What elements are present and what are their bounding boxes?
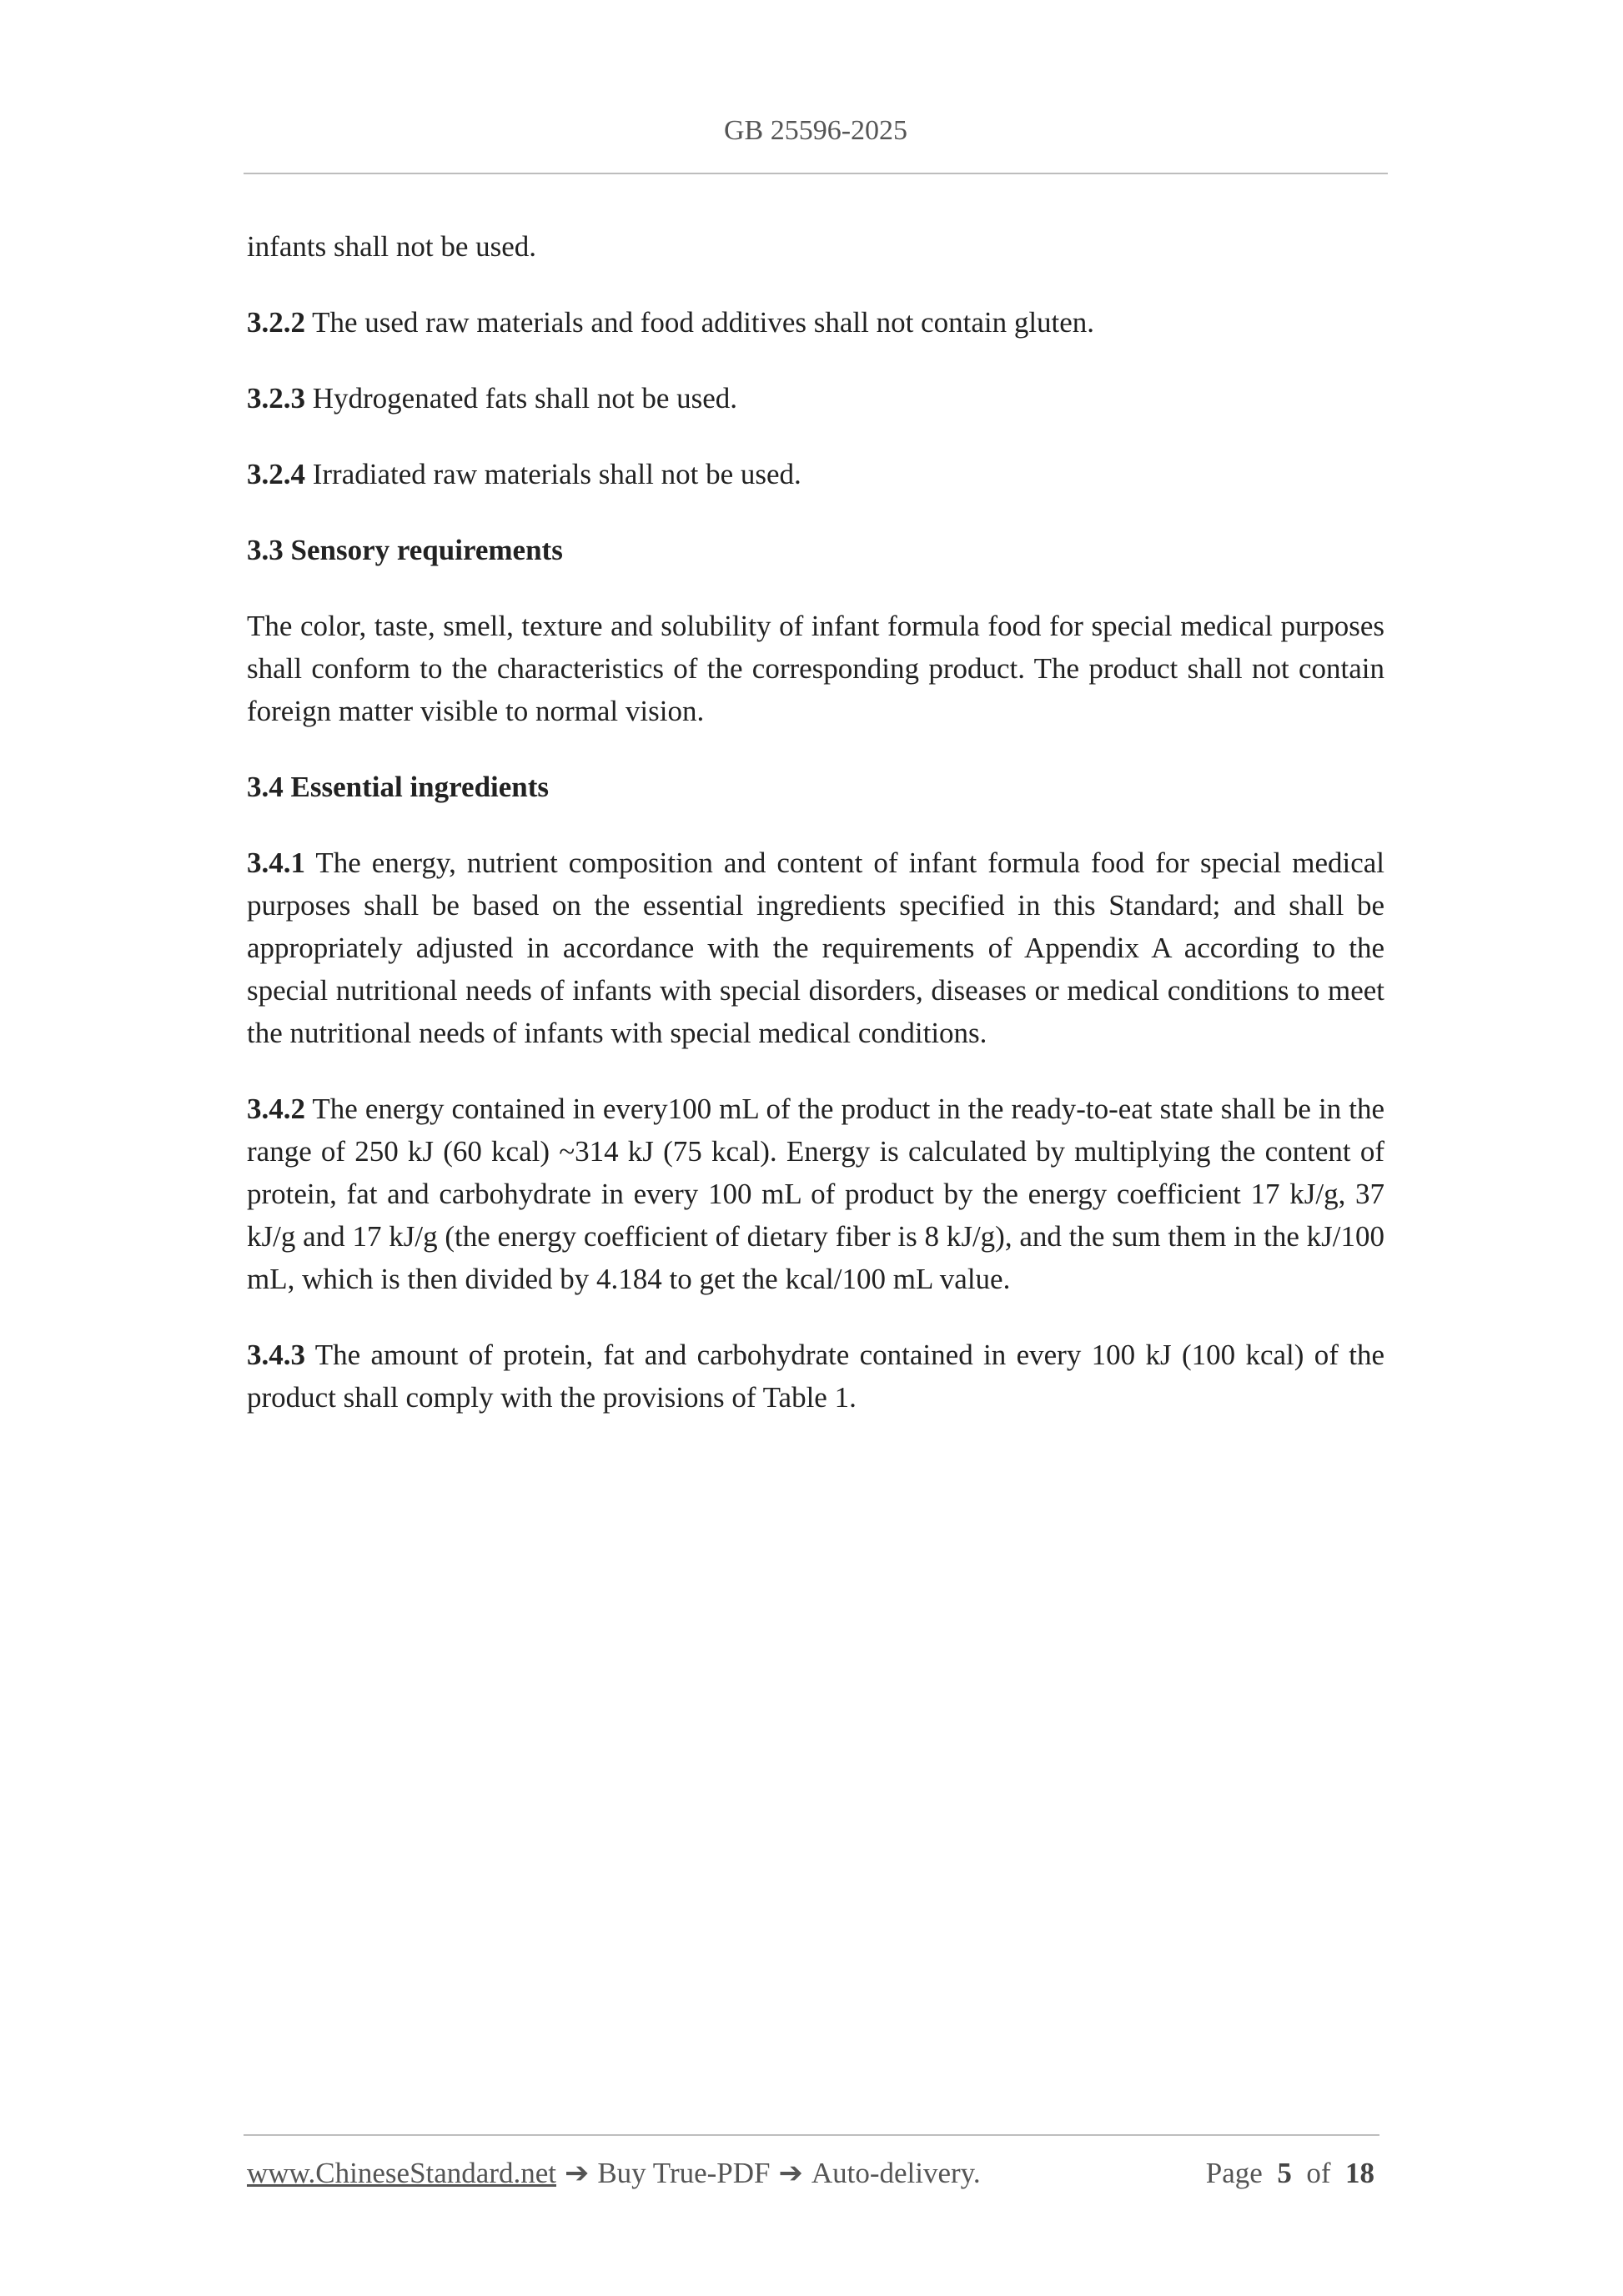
document-id-header: GB 25596-2025 xyxy=(723,115,908,146)
footer-promo xyxy=(247,2157,981,2190)
clause-number: 3.4.2 xyxy=(247,1093,305,1125)
clause-text: The used raw materials and food additives shall not contain gluten. xyxy=(305,306,1095,339)
clause-text: The energy, nutrient composition and content of infant formula food for special medical purposes shall be based on the essential ingredients specified in this Standard; and shall be appropriately adjusted in accordance with the requirements of Appendix A according to the special nutritional needs of infants with special disorders, diseases or medical conditions to meet the nutritional needs of infants with special medical conditions. xyxy=(247,847,1384,1049)
clause-number: 3.2.4 xyxy=(247,458,305,490)
page-label: Page xyxy=(1205,2157,1263,2189)
page-number xyxy=(1206,2157,1374,2190)
buy-true-pdf-text: Buy True-PDF xyxy=(597,2157,771,2189)
website-link[interactable]: www.ChineseStandard.net xyxy=(247,2157,556,2189)
page-current: 5 xyxy=(1277,2157,1292,2189)
clause-text: Irradiated raw materials shall not be used. xyxy=(305,458,801,490)
clause-3-2-4 xyxy=(247,453,1384,495)
auto-delivery-text: Auto-delivery. xyxy=(811,2157,981,2189)
clause-3-4-3 xyxy=(247,1334,1384,1419)
paragraph-continuation: infants shall not be used. xyxy=(247,230,537,263)
clause-text: The energy contained in every100 mL of the product in the ready-to-eat state shall be in the range of 250 kJ (60 kcal) ~314 kJ (75 kcal). Energy is calculated by multiplying the content of protein, fat and carbohydrate in every 100 mL of product by the energy coefficient 17 kJ/g, 37 kJ/g and 17 kJ/g (the energy coefficient of dietary fiber is 8 kJ/g), and the sum them in the kJ/100 mL, which is then divided by 4.184 to get the kcal/100 mL value. xyxy=(247,1093,1384,1295)
section-heading-sensory: 3.3 Sensory requirements xyxy=(247,534,563,566)
section-heading-essential-ingredients: 3.4 Essential ingredients xyxy=(247,771,550,803)
clause-text: Hydrogenated fats shall not be used. xyxy=(305,382,738,414)
clause-text: The amount of protein, fat and carbohydrate contained in every 100 kJ (100 kcal) of the product shall comply with the provisions of Table 1. xyxy=(247,1339,1384,1414)
clause-3-4-2 xyxy=(247,1088,1384,1300)
sensory-paragraph: The color, taste, smell, texture and solubility of infant formula food for special medical purposes shall conform to the characteristics of the corresponding product. The product shall not contain foreign matter visible to normal vision. xyxy=(247,610,1384,727)
page-of-label: of xyxy=(1306,2157,1331,2189)
clause-3-2-3 xyxy=(247,377,1384,420)
page-total: 18 xyxy=(1345,2157,1374,2189)
clause-number: 3.4.1 xyxy=(247,847,305,879)
clause-number: 3.2.3 xyxy=(247,382,305,414)
arrow-right-icon: ➔ xyxy=(565,2157,590,2189)
clause-3-2-2 xyxy=(247,301,1384,344)
clause-3-4-1 xyxy=(247,842,1384,1054)
clause-number: 3.4.3 xyxy=(247,1339,305,1371)
arrow-right-icon: ➔ xyxy=(778,2157,803,2189)
footer-divider xyxy=(244,2134,1379,2136)
page-body xyxy=(247,225,1384,1452)
header-divider xyxy=(244,173,1388,174)
clause-number: 3.2.2 xyxy=(247,306,305,339)
